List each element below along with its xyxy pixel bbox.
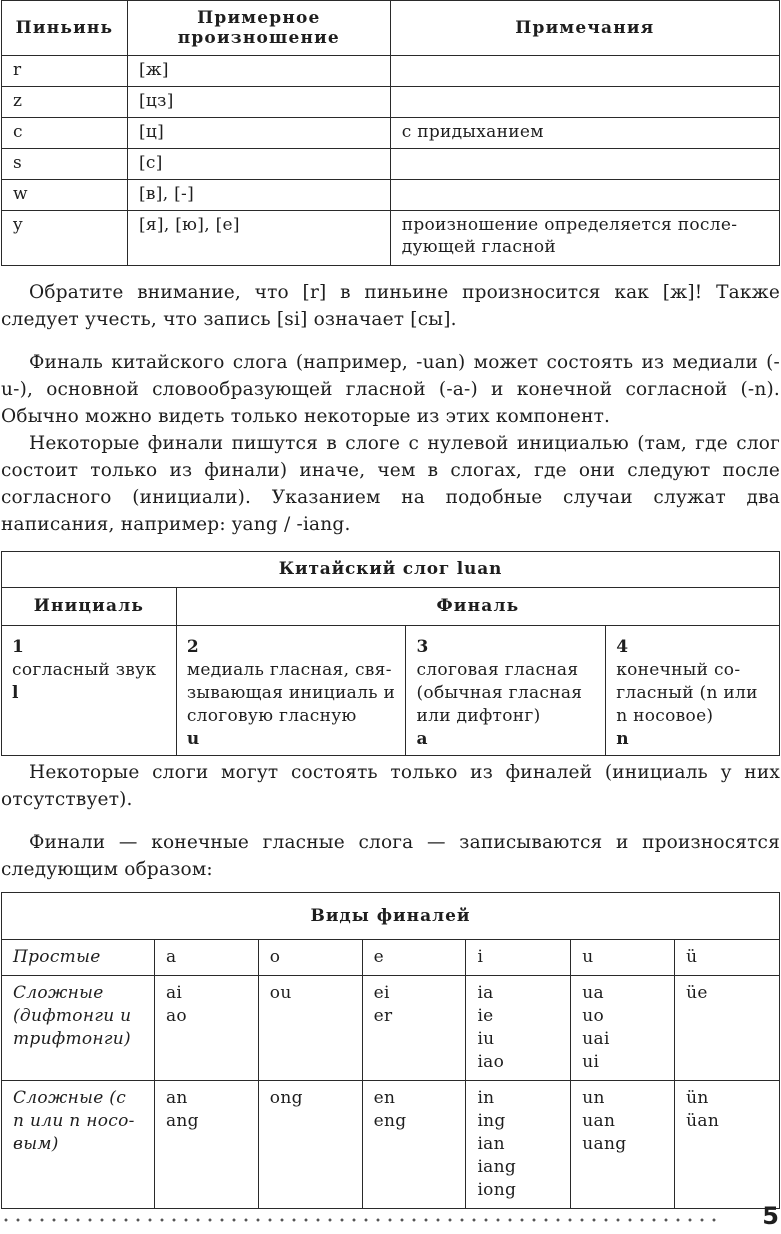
paragraph-zero-initial: Некоторые финали пишутся в слоге с нулевой инициалью (там, где слог состоит только из финали) иначе, чем в слогах, где они следуют после согласного (инициали). Указанием на подобные случаи служат два написания, например: yang / -iang. bbox=[1, 433, 780, 535]
note-cell: с придыханием bbox=[390, 118, 779, 149]
pron-cell: [ц] bbox=[127, 118, 390, 149]
final-cell: üe bbox=[675, 976, 780, 1081]
table-row bbox=[2, 149, 780, 180]
final-cell: a bbox=[154, 940, 258, 976]
note-cell bbox=[390, 87, 779, 118]
final-cell: ü bbox=[675, 940, 780, 976]
table-row bbox=[2, 56, 780, 87]
component-text: слоговая гласная (обычная гласная или дифтонг) bbox=[416, 660, 583, 726]
component-number: 3 bbox=[416, 637, 429, 657]
pron-cell: [цз] bbox=[127, 87, 390, 118]
final-cell: u bbox=[571, 940, 675, 976]
table-header-row bbox=[2, 1, 780, 56]
table-row bbox=[2, 626, 780, 756]
table-row bbox=[2, 1081, 780, 1209]
header-notes: Примечания bbox=[390, 1, 779, 56]
pinyin-cell: y bbox=[2, 211, 128, 266]
row-label: Сложные (дифтонги и трифтонги) bbox=[2, 976, 155, 1081]
table-row bbox=[2, 180, 780, 211]
pinyin-cell: c bbox=[2, 118, 128, 149]
final-cell: in ing ian iang iong bbox=[466, 1081, 571, 1209]
component-cell bbox=[406, 626, 606, 756]
component-number: 2 bbox=[186, 637, 199, 657]
component-letter: n bbox=[616, 729, 629, 749]
pinyin-cell: s bbox=[2, 149, 128, 180]
row-label: Сложные (с n или n носо-вым) bbox=[2, 1081, 155, 1209]
paragraph-pronunciation-note: Обратите внимание, что [r] в пиньине произносится как [ж]! Также следует учесть, что запись [si] означает [сы]. bbox=[1, 282, 780, 330]
note-cell bbox=[390, 180, 779, 211]
finals-table-title: Виды финалей bbox=[2, 893, 780, 940]
consonant-table bbox=[1, 0, 780, 266]
header-final: Финаль bbox=[176, 588, 779, 626]
component-text: согласный звук bbox=[12, 660, 157, 680]
final-cell: i bbox=[466, 940, 571, 976]
final-cell: ua uo uai ui bbox=[571, 976, 675, 1081]
paragraph-final-structure: Финаль китайского слога (например, -uan) может состоять из медиали (-u-), основной словообразующей гласной (-a-) и конечной согласной (-n). Обычно можно видеть только некоторые из этих компонент. bbox=[1, 352, 780, 427]
table-row bbox=[2, 940, 780, 976]
component-letter: u bbox=[186, 729, 200, 749]
dotted-rule bbox=[0, 1218, 722, 1222]
component-cell bbox=[606, 626, 780, 756]
syllable-structure-table bbox=[1, 551, 780, 756]
component-letter: l bbox=[12, 683, 19, 703]
component-number: 4 bbox=[616, 637, 629, 657]
pinyin-cell: r bbox=[2, 56, 128, 87]
table-row bbox=[2, 976, 780, 1081]
final-cell: an ang bbox=[154, 1081, 258, 1209]
final-cell: o bbox=[258, 940, 362, 976]
component-cell bbox=[176, 626, 406, 756]
table-header-row bbox=[2, 588, 780, 626]
header-pinyin: Пиньинь bbox=[2, 1, 128, 56]
final-cell: ün üan bbox=[675, 1081, 780, 1209]
header-initial: Инициаль bbox=[2, 588, 177, 626]
syllable-table-title: Китайский слог luan bbox=[2, 552, 780, 588]
pron-cell: [ж] bbox=[127, 56, 390, 87]
final-cell: un uan uang bbox=[571, 1081, 675, 1209]
component-number: 1 bbox=[12, 637, 25, 657]
pinyin-cell: z bbox=[2, 87, 128, 118]
table-title-row bbox=[2, 552, 780, 588]
page-number: 5 bbox=[762, 1202, 779, 1230]
finals-table bbox=[1, 892, 780, 1209]
final-cell: e bbox=[362, 940, 466, 976]
table-title-row bbox=[2, 893, 780, 940]
final-cell: ou bbox=[258, 976, 362, 1081]
note-cell bbox=[390, 149, 779, 180]
table-row bbox=[2, 87, 780, 118]
component-text: конечный со-гласный (n или n носовое) bbox=[616, 660, 758, 726]
table-row bbox=[2, 211, 780, 266]
pron-cell: [в], [-] bbox=[127, 180, 390, 211]
page-footer bbox=[0, 1202, 781, 1234]
paragraph-finals-only: Некоторые слоги могут состоять только из финалей (инициаль у них отсутствует). bbox=[1, 762, 780, 810]
component-text: медиаль гласная, свя-зывающая инициаль и слоговую гласную bbox=[186, 660, 396, 726]
note-cell: произношение определяется после-дующей гласной bbox=[390, 211, 779, 266]
component-cell bbox=[2, 626, 177, 756]
note-cell bbox=[390, 56, 779, 87]
row-label: Простые bbox=[2, 940, 155, 976]
pron-cell: [я], [ю], [е] bbox=[127, 211, 390, 266]
final-cell: ia ie iu iao bbox=[466, 976, 571, 1081]
component-letter: a bbox=[416, 729, 428, 749]
final-cell: ei er bbox=[362, 976, 466, 1081]
final-cell: en eng bbox=[362, 1081, 466, 1209]
pron-cell: [с] bbox=[127, 149, 390, 180]
header-pronunciation: Примерное произношение bbox=[127, 1, 390, 56]
final-cell: ai ao bbox=[154, 976, 258, 1081]
paragraph-finals-intro: Финали — конечные гласные слога — записываются и произносятся следующим образом: bbox=[1, 832, 780, 880]
table-row bbox=[2, 118, 780, 149]
final-cell: ong bbox=[258, 1081, 362, 1209]
pinyin-cell: w bbox=[2, 180, 128, 211]
